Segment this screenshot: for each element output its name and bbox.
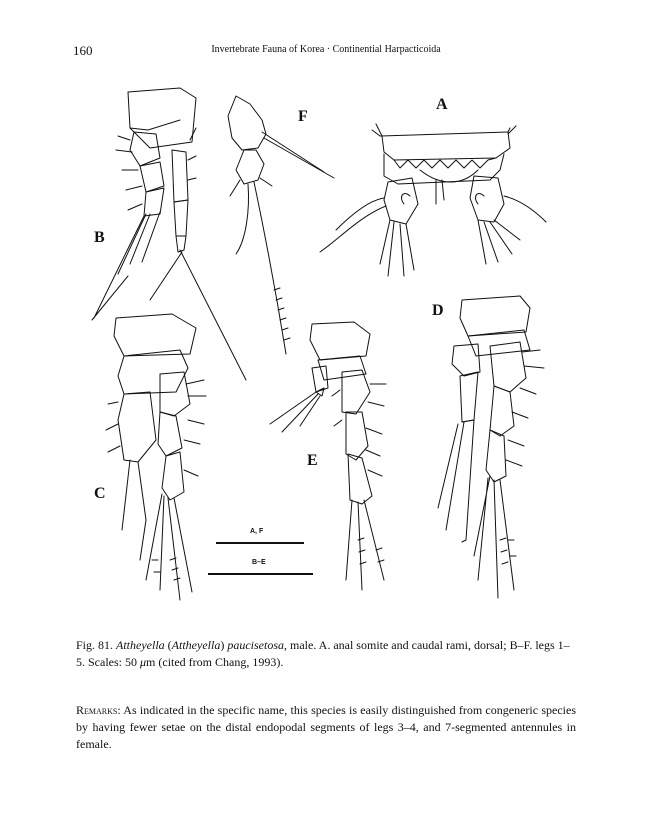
caption-tail: m (cited from Chang, 1993).	[146, 655, 284, 669]
running-title: Invertebrate Fauna of Korea · Continential Harpacticoida	[211, 44, 441, 55]
leg-3-drawing	[438, 296, 544, 598]
panel-label-c: C	[94, 485, 106, 502]
panel-label-d: D	[432, 302, 444, 319]
panel-label-b: B	[94, 229, 105, 246]
panel-label-e: E	[307, 452, 318, 469]
leg-5-drawing	[228, 96, 334, 354]
leg-2-drawing	[106, 314, 206, 600]
caption-text: , male. A. anal somite and caudal rami, dorsal; B–F. legs 1–5. Scales: 50	[76, 638, 570, 669]
caption-subgenus: Attheyella	[171, 638, 221, 652]
scale-bar-b-e	[208, 573, 313, 575]
leg-4-drawing	[270, 322, 386, 590]
remarks-text: : As indicated in the specific name, this species is easily distinguished from congeneric species by having fewer setae on the distal endopodal segments of legs 3–4, and 7-segmented antennules in female.	[76, 703, 576, 751]
figure-caption: Fig. 81. Attheyella (Attheyella) paucisetosa, male. A. anal somite and caudal rami, dorsal; B–F. legs 1–5. Scales: 50 μm (cited from Chang, 1993).	[76, 638, 570, 669]
remarks-paragraph	[76, 702, 576, 753]
scale-label-a-f: A, F	[250, 528, 264, 535]
leg-1-drawing	[92, 88, 246, 380]
remarks-heading: Remarks	[76, 703, 118, 717]
caption-prefix: Fig. 81.	[76, 638, 117, 652]
anal-somite-drawing	[320, 124, 546, 276]
caption-species: paucisetosa	[227, 638, 284, 652]
scale-bar-a-f	[216, 542, 304, 544]
caption-unit: μ	[140, 655, 147, 669]
caption-genus: Attheyella	[116, 638, 165, 652]
scale-label-b-e: B–E	[252, 559, 266, 566]
panel-label-f: F	[298, 108, 308, 125]
panel-label-a: A	[436, 96, 448, 113]
page-number: 160	[73, 43, 93, 58]
